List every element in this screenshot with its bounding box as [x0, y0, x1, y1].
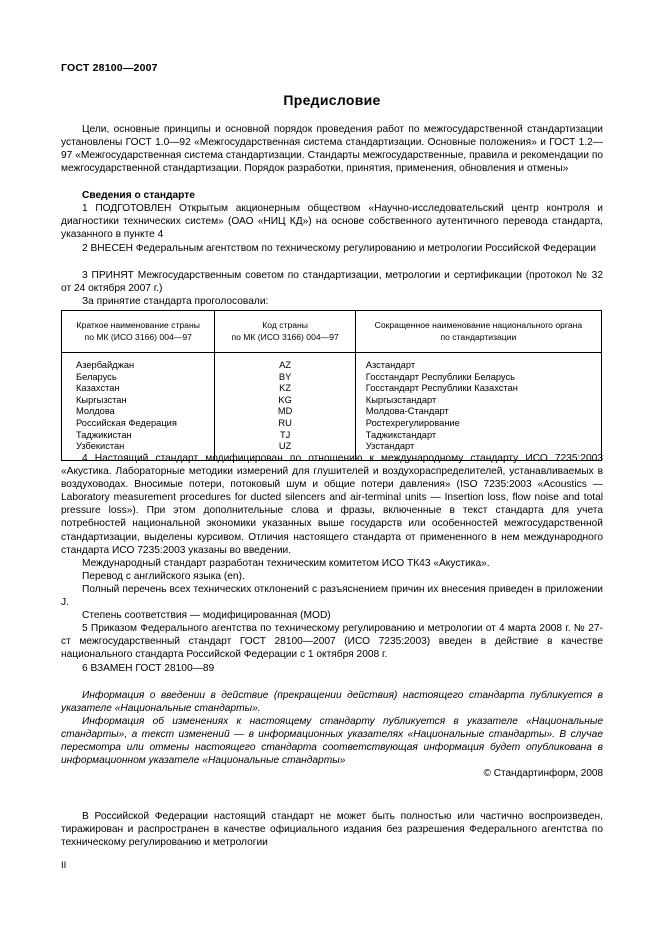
- clause-4-note-3: Полный перечень всех технических отклонений с разъяснением причин их внесения приведен в приложении J.: [61, 584, 603, 609]
- table-header-row: [62, 311, 602, 353]
- cell-country: Беларусь: [62, 372, 215, 384]
- table-row: [62, 430, 602, 442]
- cell-country-code: KZ: [215, 383, 355, 395]
- header-country: [62, 311, 215, 353]
- header-code-line2: по МК (ИСО 3166) 004—97: [231, 331, 339, 342]
- table-row: [62, 406, 602, 418]
- clause-2: 2 ВНЕСЕН Федеральным агентством по техническому регулированию и метрологии Российской Федерации: [82, 243, 596, 254]
- notice-italic-2-block: [61, 715, 603, 767]
- cell-national-body: Азстандарт: [365, 360, 416, 370]
- cell-country: Узбекистан: [62, 441, 215, 460]
- cell-country: Азербайджан: [62, 353, 215, 372]
- cell-country-code: BY: [215, 372, 355, 384]
- cell-country-code: RU: [215, 418, 355, 430]
- table-head: [62, 311, 602, 353]
- footer-notice: В Российской Федерации настоящий стандарт не может быть полностью или частично воспроизведен, тиражирован и распространен в качестве официального издания без разрешения Федерального агентства по техническому регулированию и метрологии: [61, 811, 603, 849]
- clause-1-block: [61, 202, 603, 241]
- footer-notice-block: [61, 810, 603, 849]
- table-row: [62, 395, 602, 407]
- page-number: II: [61, 860, 67, 871]
- table-row: [62, 372, 602, 384]
- cell-country: Таджикистан: [62, 430, 215, 442]
- table-row: [62, 353, 602, 372]
- clause-4-block: [61, 452, 603, 557]
- intro-paragraph-block: [61, 123, 603, 175]
- table-row: [62, 383, 602, 395]
- notice-italic-2: Информация об изменениях к настоящему стандарту публикуется в указателе «Национальные стандарты», а текст изменений — в информационных указателях «Национальные стандарты». В случае пересмотра или отмены настоящего стандарта соответствующая информация будет опубликована в информационном указателе «Национальные стандарты»: [61, 716, 603, 767]
- header-code: [215, 311, 355, 353]
- cell-country: Российская Федерация: [62, 418, 215, 430]
- cell-country: Молдова: [62, 406, 215, 418]
- clause-4-note-2: Перевод с английского языка (en).: [82, 571, 245, 582]
- cell-national-body: Узстандарт: [365, 441, 415, 452]
- standard-info-heading: Сведения о стандарте: [82, 190, 195, 201]
- table-row: [62, 418, 602, 430]
- table-body: [62, 353, 602, 461]
- cell-national-body: Ростехрегулирование: [365, 417, 460, 428]
- clause-2-block: [61, 242, 603, 255]
- notice-italic-1: Информация о введении в действие (прекращении действия) настоящего стандарта публикуется в указателе «Национальные стандарты».: [61, 690, 603, 715]
- cell-national-body: Молдова-Стандарт: [365, 406, 449, 417]
- clause-6: 6 ВЗАМЕН ГОСТ 28100—89: [82, 663, 215, 674]
- header-country-line1: Краткое наименование страны: [76, 320, 200, 330]
- clause-4-note-2-block: [61, 570, 603, 583]
- clause-1: 1 ПОДГОТОВЛЕН Открытым акционерным обществом «Научно-исследовательский центр контроля и диагностики технических систем» (ОАО «НИЦ КД») на основе собственного аутентичного перевода стандарта, указанного в пункте 4: [61, 203, 603, 241]
- cell-country: Кыргызстан: [62, 395, 215, 407]
- standard-info-heading-block: [61, 189, 603, 202]
- clause-4-note-1: Международный стандарт разработан техническим комитетом ИСО ТК43 «Акустика».: [82, 558, 490, 569]
- header-country-line2: по МК (ИСО 3166) 004—97: [84, 331, 192, 342]
- clause-4: 4 Настоящий стандарт модифицирован по отношению к международному стандарту ИСО 7235:2003 «Акустика. Лабораторные методики измерений для глушителей и воздухораспределителей, устанавливаемых в воздуховодах. Вносимые потери, потоковый шум и общие потери давления» (ISO 7235:2003 «Acoustics — Laboratory measurement procedures for ducted silencers and air-terminal units — Insertion loss, flow noise and total pressure loss»). При этом дополнительные слова и фразы, включенные в текст стандарта для учета потребностей национальной экономики указанных выше государств или особенностей межгосударственной стандартизации, выделены курсивом. Отличия настоящего стандарта от примененного в нем международного стандарта ИСО 7235:2003 указаны во введении.: [61, 453, 603, 556]
- clause-5-block: [61, 622, 603, 661]
- clause-6-block: [61, 662, 603, 675]
- clause-3: 3 ПРИНЯТ Межгосударственным советом по стандартизации, метрологии и сертификации (протокол № 32 от 24 октября 2007 г.): [61, 270, 603, 295]
- header-code-line1: Код страны: [262, 320, 308, 330]
- clause-4-note-3-block: [61, 583, 603, 609]
- cell-national-body: Госстандарт Республики Беларусь: [365, 371, 515, 382]
- header-body-line2: по стандартизации: [440, 331, 517, 342]
- cell-country-code: MD: [215, 406, 355, 418]
- clause-5: 5 Приказом Федерального агентства по техническому регулированию и метрологии от 4 марта 2008 г. № 27-ст межгосударственный стандарт ГОСТ 28100—2007 (ИСО 7235:2003) введен в действие в качестве национального стандарта Российской Федерации с 1 октября 2008 г.: [61, 623, 603, 661]
- page-title: Предисловие: [283, 92, 381, 108]
- cell-country-code: TJ: [215, 430, 355, 442]
- cell-country-code: UZ: [215, 441, 355, 460]
- copyright-line: © Стандартинформ, 2008: [483, 768, 603, 779]
- vote-intro-block: [61, 295, 603, 308]
- voting-countries-table: [61, 310, 602, 461]
- notice-italic-1-block: [61, 689, 603, 715]
- clause-4-note-4: Степень соответствия — модифицированная (MOD): [82, 610, 331, 621]
- vote-intro: За принятие стандарта проголосовали:: [82, 296, 269, 307]
- header-national-body: [355, 311, 601, 353]
- clause-4-note-4-block: [61, 609, 603, 622]
- cell-country: Казахстан: [62, 383, 215, 395]
- clause-3-block: [61, 269, 603, 295]
- cell-national-body: Кыргызстандарт: [365, 394, 437, 405]
- cell-national-body: Таджикстандарт: [365, 429, 437, 440]
- header-body-line1: Сокращенное наименование национального органа: [374, 320, 583, 330]
- cell-country-code: AZ: [215, 353, 355, 372]
- cell-country-code: KG: [215, 395, 355, 407]
- intro-paragraph: Цели, основные принципы и основной порядок проведения работ по межгосударственной стандартизации установлены ГОСТ 1.0—92 «Межгосударственная система стандартизации. Основные положения» и ГОСТ 1.2—97 «Межгосударственная система стандартизации. Стандарты межгосударственные, правила и рекомендации по межгосударственной стандартизации. Порядок разработки, принятия, применения, обновления и отмены»: [61, 124, 603, 175]
- clause-4-note-1-block: [61, 557, 603, 570]
- cell-national-body: Госстандарт Республики Казахстан: [365, 383, 518, 394]
- standard-header: ГОСТ 28100—2007: [61, 62, 158, 74]
